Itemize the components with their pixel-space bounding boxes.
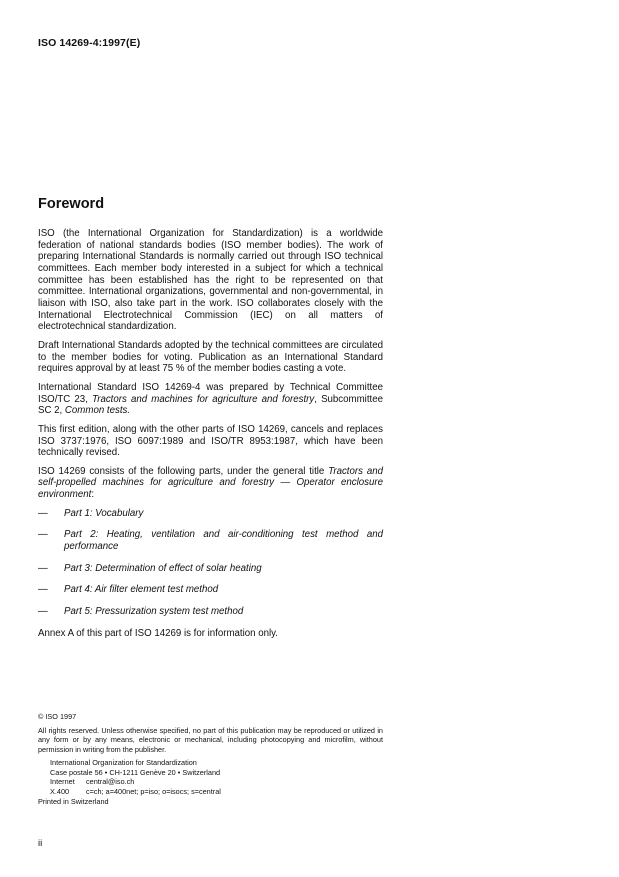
list-item xyxy=(38,563,383,575)
part-title: Part 1: Vocabulary xyxy=(64,507,144,519)
dash-bullet: — xyxy=(38,529,48,541)
list-item xyxy=(38,508,383,520)
part-title: Part 3: Determination of effect of solar heating xyxy=(64,562,262,574)
general-title: Tractors and self-propelled machines for agriculture and forestry — Operator enclosure environment xyxy=(38,465,383,501)
preparation-text: International Standard ISO 14269-4 was prepared by Technical Committee ISO/TC 23, xyxy=(38,381,383,405)
dash-bullet: — xyxy=(38,584,48,596)
publisher-address xyxy=(38,758,383,797)
dash-bullet: — xyxy=(38,606,48,618)
internet-label: Internet xyxy=(50,777,75,787)
parts-intro-text: ISO 14269 consists of the following parts, under the general title xyxy=(38,465,329,477)
x400-label: X.400 xyxy=(50,786,70,796)
part-title: Part 5: Pressurization system test method xyxy=(64,606,244,618)
subcommittee-title: Common tests. xyxy=(64,405,131,417)
part-title: Part 4: Air filter element test method xyxy=(64,584,219,596)
copyright-notice: © ISO 1997 xyxy=(38,712,77,721)
list-item xyxy=(38,529,383,552)
foreword-body xyxy=(38,228,383,646)
paragraph-parts-intro xyxy=(38,466,383,501)
list-item xyxy=(38,584,383,596)
printed-in: Printed in Switzerland xyxy=(38,796,109,806)
x400-address: c=ch; a=400net; p=iso; o=isocs; s=central xyxy=(86,786,221,796)
paragraph-edition: This first edition, along with the other parts of ISO 14269, cancels and replaces ISO 3737:1976, ISO 6097:1989 and ISO/TR 8953:1987, which have been technically revised. xyxy=(38,423,383,459)
copyright-block xyxy=(38,712,383,806)
dash-bullet: — xyxy=(38,562,48,574)
paragraph-draft-standards: Draft International Standards adopted by the technical committees are circulated to the member bodies for voting. Publication as an International Standard requires approval by at least 75 % of the member bodies casting a vote. xyxy=(38,339,383,375)
dash-bullet: — xyxy=(38,507,48,519)
x400-line xyxy=(50,787,383,797)
document-identifier: ISO 14269-4:1997(E) xyxy=(38,37,141,49)
subcommittee-text: , Subcommittee SC 2, xyxy=(38,393,383,417)
part-title: Part 2: Heating, ventilation and air-conditioning test method and performance xyxy=(64,529,383,553)
internet-email: central@iso.ch xyxy=(86,777,135,787)
postal-address: Case postale 56 • CH-1211 Genève 20 • Switzerland xyxy=(50,767,221,777)
internet-line xyxy=(50,777,383,787)
committee-title: Tractors and machines for agriculture and forestry xyxy=(92,393,315,405)
parts-intro-colon: : xyxy=(91,489,95,501)
page-number: ii xyxy=(38,838,43,849)
paragraph-preparation xyxy=(38,382,383,417)
parts-list xyxy=(38,508,383,618)
list-item xyxy=(38,606,383,618)
organization-name: International Organization for Standardization xyxy=(50,757,197,767)
foreword-heading: Foreword xyxy=(38,196,105,212)
paragraph-iso-description: ISO (the International Organization for Standardization) is a worldwide federation of national standards bodies (ISO member bodies). The work of preparing International Standards is normally carried out through ISO technical committees. Each member body interested in a subject for which a technical committee has been established has the right to be represented on that committee. International organizations, governmental and non-governmental, in liaison with ISO, also take part in the work. ISO collaborates closely with the International Electrotechnical Commission (IEC) on all matters of electrotechnical standardization. xyxy=(38,228,383,333)
paragraph-annex: Annex A of this part of ISO 14269 is for information only. xyxy=(38,627,278,639)
rights-statement: All rights reserved. Unless otherwise specified, no part of this publication may be reproduced or utilized in any form or by any means, electronic or mechanical, including photocopying and microfilm, without permission in writing from the publisher. xyxy=(38,725,383,755)
